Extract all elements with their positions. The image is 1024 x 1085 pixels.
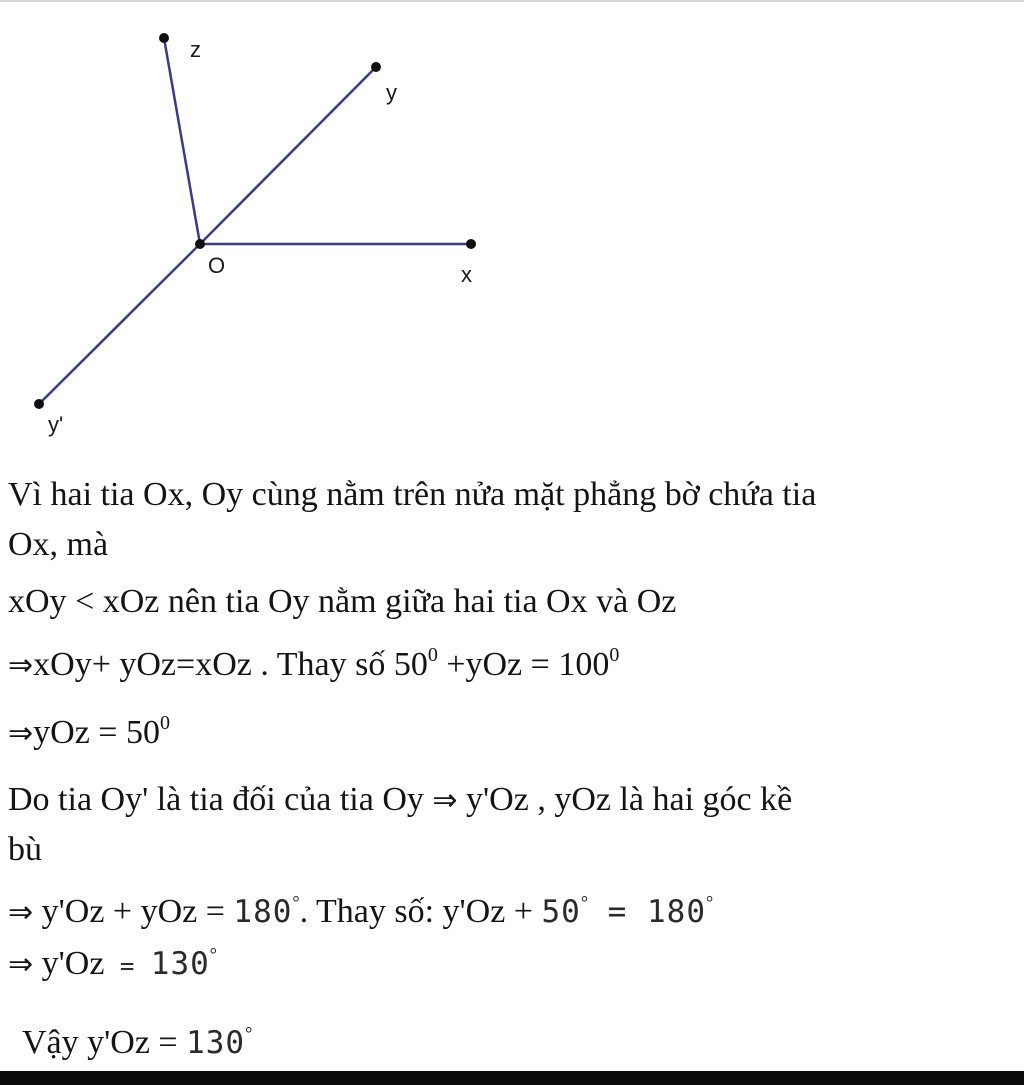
label-y: y bbox=[386, 80, 397, 105]
implies-arrow: ⇒ bbox=[8, 947, 34, 982]
text-line-3 bbox=[8, 585, 676, 619]
label-z: z bbox=[190, 37, 201, 62]
ray-oy bbox=[200, 67, 376, 244]
text-line-5 bbox=[8, 712, 170, 751]
line9-value: 130 bbox=[150, 946, 210, 982]
text-line-9 bbox=[8, 944, 217, 982]
degree-mark: 0 bbox=[427, 644, 438, 666]
point-x bbox=[466, 239, 476, 249]
text-line-6 bbox=[8, 783, 792, 817]
degree-mark: ° bbox=[292, 892, 300, 912]
degree-mark: ° bbox=[706, 892, 714, 912]
line10-value: 130 bbox=[186, 1025, 246, 1061]
line3-rest: nên tia Oy nằm giữa hai tia Ox và Oz bbox=[159, 583, 677, 620]
degree-mark: 0 bbox=[609, 644, 620, 666]
ray-oz bbox=[164, 38, 200, 244]
line1-text: Vì hai tia Ox, Oy cùng nằm trên nửa mặt phẳng bờ chứa tia bbox=[8, 476, 817, 513]
angle-xoy: xOy bbox=[8, 583, 67, 620]
implies-arrow: ⇒ bbox=[8, 648, 34, 683]
text-line-4 bbox=[8, 644, 620, 683]
line10-text: Vậy y'Oz = bbox=[22, 1024, 187, 1061]
line4-expr: xOy+ yOz=xOz bbox=[33, 646, 252, 683]
bottom-bar bbox=[0, 1071, 1024, 1085]
implies-arrow: ⇒ bbox=[8, 895, 34, 930]
degree-mark: ° bbox=[245, 1023, 253, 1043]
text-line-8 bbox=[8, 892, 714, 930]
point-o bbox=[195, 239, 205, 249]
line8-value-1: 180 bbox=[233, 894, 293, 930]
implies-arrow: ⇒ bbox=[432, 783, 458, 818]
line9-expr: y'Oz bbox=[33, 945, 105, 982]
label-x: x bbox=[461, 262, 472, 287]
line9-equals: = bbox=[104, 952, 151, 980]
text-line-7 bbox=[8, 833, 42, 867]
line8-value-3: 180 bbox=[647, 894, 707, 930]
angle-figure bbox=[0, 0, 520, 450]
ray-lines bbox=[39, 38, 471, 404]
degree-mark: 0 bbox=[159, 712, 170, 734]
label-o: O bbox=[208, 253, 226, 278]
line8-equals: = bbox=[588, 894, 648, 930]
line4-plus: +yOz = 100 bbox=[437, 646, 610, 683]
points bbox=[34, 33, 476, 409]
degree-mark: ° bbox=[209, 944, 217, 964]
point-y-prime bbox=[34, 399, 44, 409]
line5-expr: yOz = 50 bbox=[33, 714, 160, 751]
text-line-1 bbox=[8, 478, 816, 512]
ray-oy-prime bbox=[39, 244, 200, 404]
point-z bbox=[159, 33, 169, 43]
line4-value-1: 50 bbox=[393, 646, 428, 683]
line4-mid: . Thay số bbox=[251, 646, 394, 683]
line2-text: Ox, mà bbox=[8, 526, 109, 563]
line8-value-2: 50 bbox=[541, 894, 581, 930]
implies-arrow: ⇒ bbox=[8, 716, 34, 751]
angle-xoz: xOz bbox=[102, 583, 160, 620]
line7-text: bù bbox=[8, 831, 42, 868]
text-line-10 bbox=[22, 1023, 253, 1061]
label-y-prime: y' bbox=[48, 412, 64, 437]
line8-mid: . Thay số: y'Oz + bbox=[299, 893, 542, 930]
point-y bbox=[371, 62, 381, 72]
line8-expr: y'Oz + yOz = bbox=[33, 893, 234, 930]
degree-mark: ° bbox=[580, 892, 589, 912]
less-than-sign: < bbox=[66, 583, 103, 620]
text-line-2 bbox=[8, 528, 108, 562]
line6-text-b: y'Oz , yOz là hai góc kề bbox=[457, 781, 793, 818]
line6-text-a: Do tia Oy' là tia đối của tia Oy bbox=[8, 781, 433, 818]
